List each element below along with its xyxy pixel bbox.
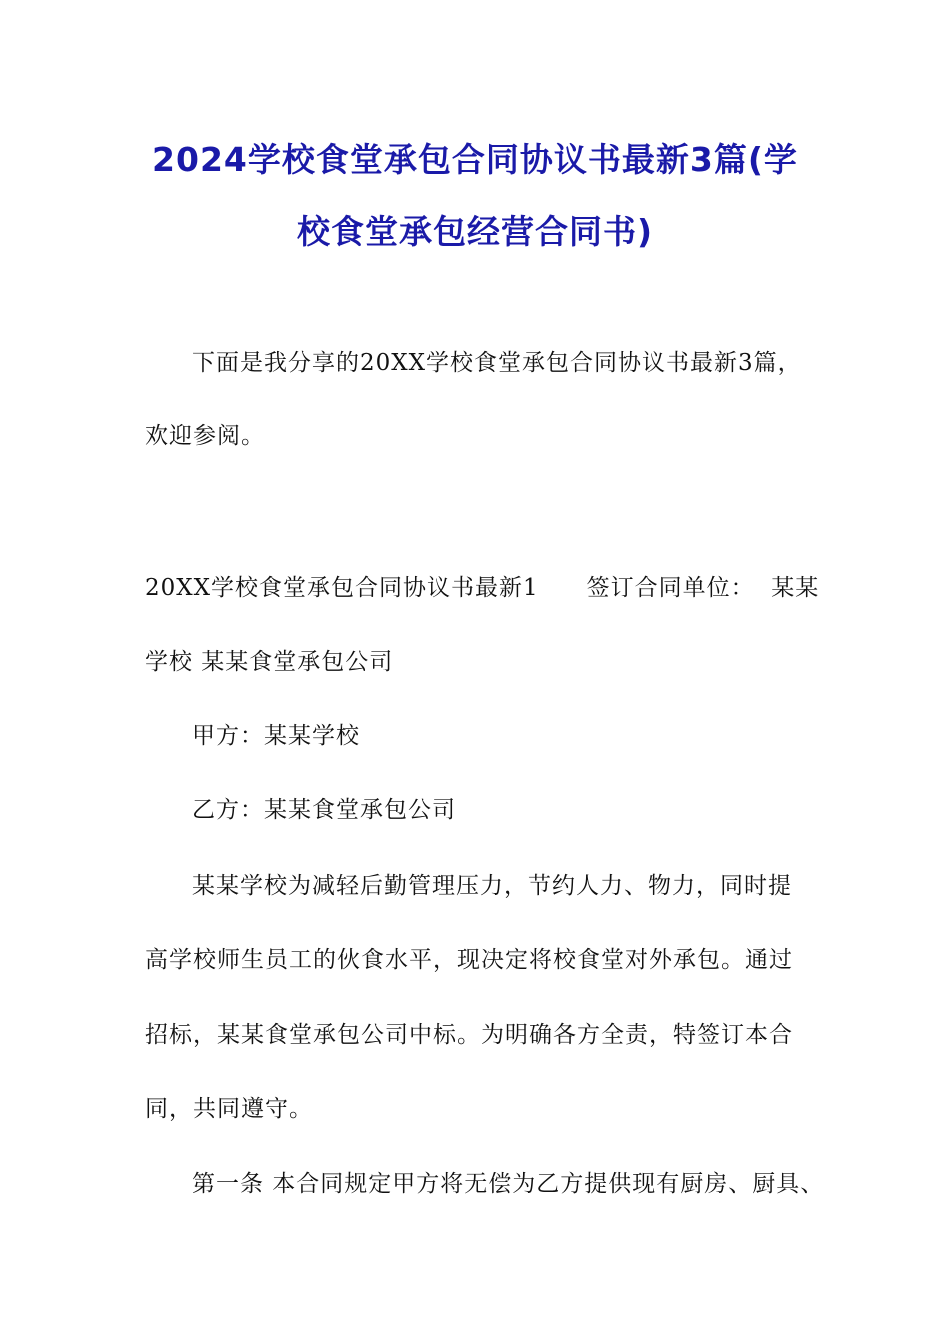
intro-paragraph-line-2: 欢迎参阅。 xyxy=(145,423,265,449)
paragraph-line: 高学校师生员工的伙食水平，现决定将校食堂对外承包。通过 xyxy=(145,947,793,973)
document-title-line-2: 校食堂承包经营合同书) xyxy=(296,212,654,251)
party-a-line: 甲方：某某学校 xyxy=(192,723,360,749)
intro-paragraph-line-1: 下面是我分享的20XX学校食堂承包合同协议书最新3篇， xyxy=(192,350,802,376)
paragraph-line: 同，共同遵守。 xyxy=(145,1096,313,1122)
document-title-line-1: 2024学校食堂承包合同协议书最新3篇(学 xyxy=(152,140,798,179)
section-heading-line-2: 学校 某某食堂承包公司 xyxy=(145,649,394,675)
article-1-line-1: 第一条 本合同规定甲方将无偿为乙方提供现有厨房、厨具、 xyxy=(192,1171,825,1197)
paragraph-line: 某某学校为减轻后勤管理压力，节约人力、物力，同时提 xyxy=(192,873,792,899)
party-b-line: 乙方：某某食堂承包公司 xyxy=(192,797,456,823)
paragraph-line: 招标，某某食堂承包公司中标。为明确各方全责，特签订本合 xyxy=(145,1022,793,1048)
section-heading-line-1: 20XX学校食堂承包合同协议书最新1 签订合同单位： 某某 xyxy=(145,575,820,601)
